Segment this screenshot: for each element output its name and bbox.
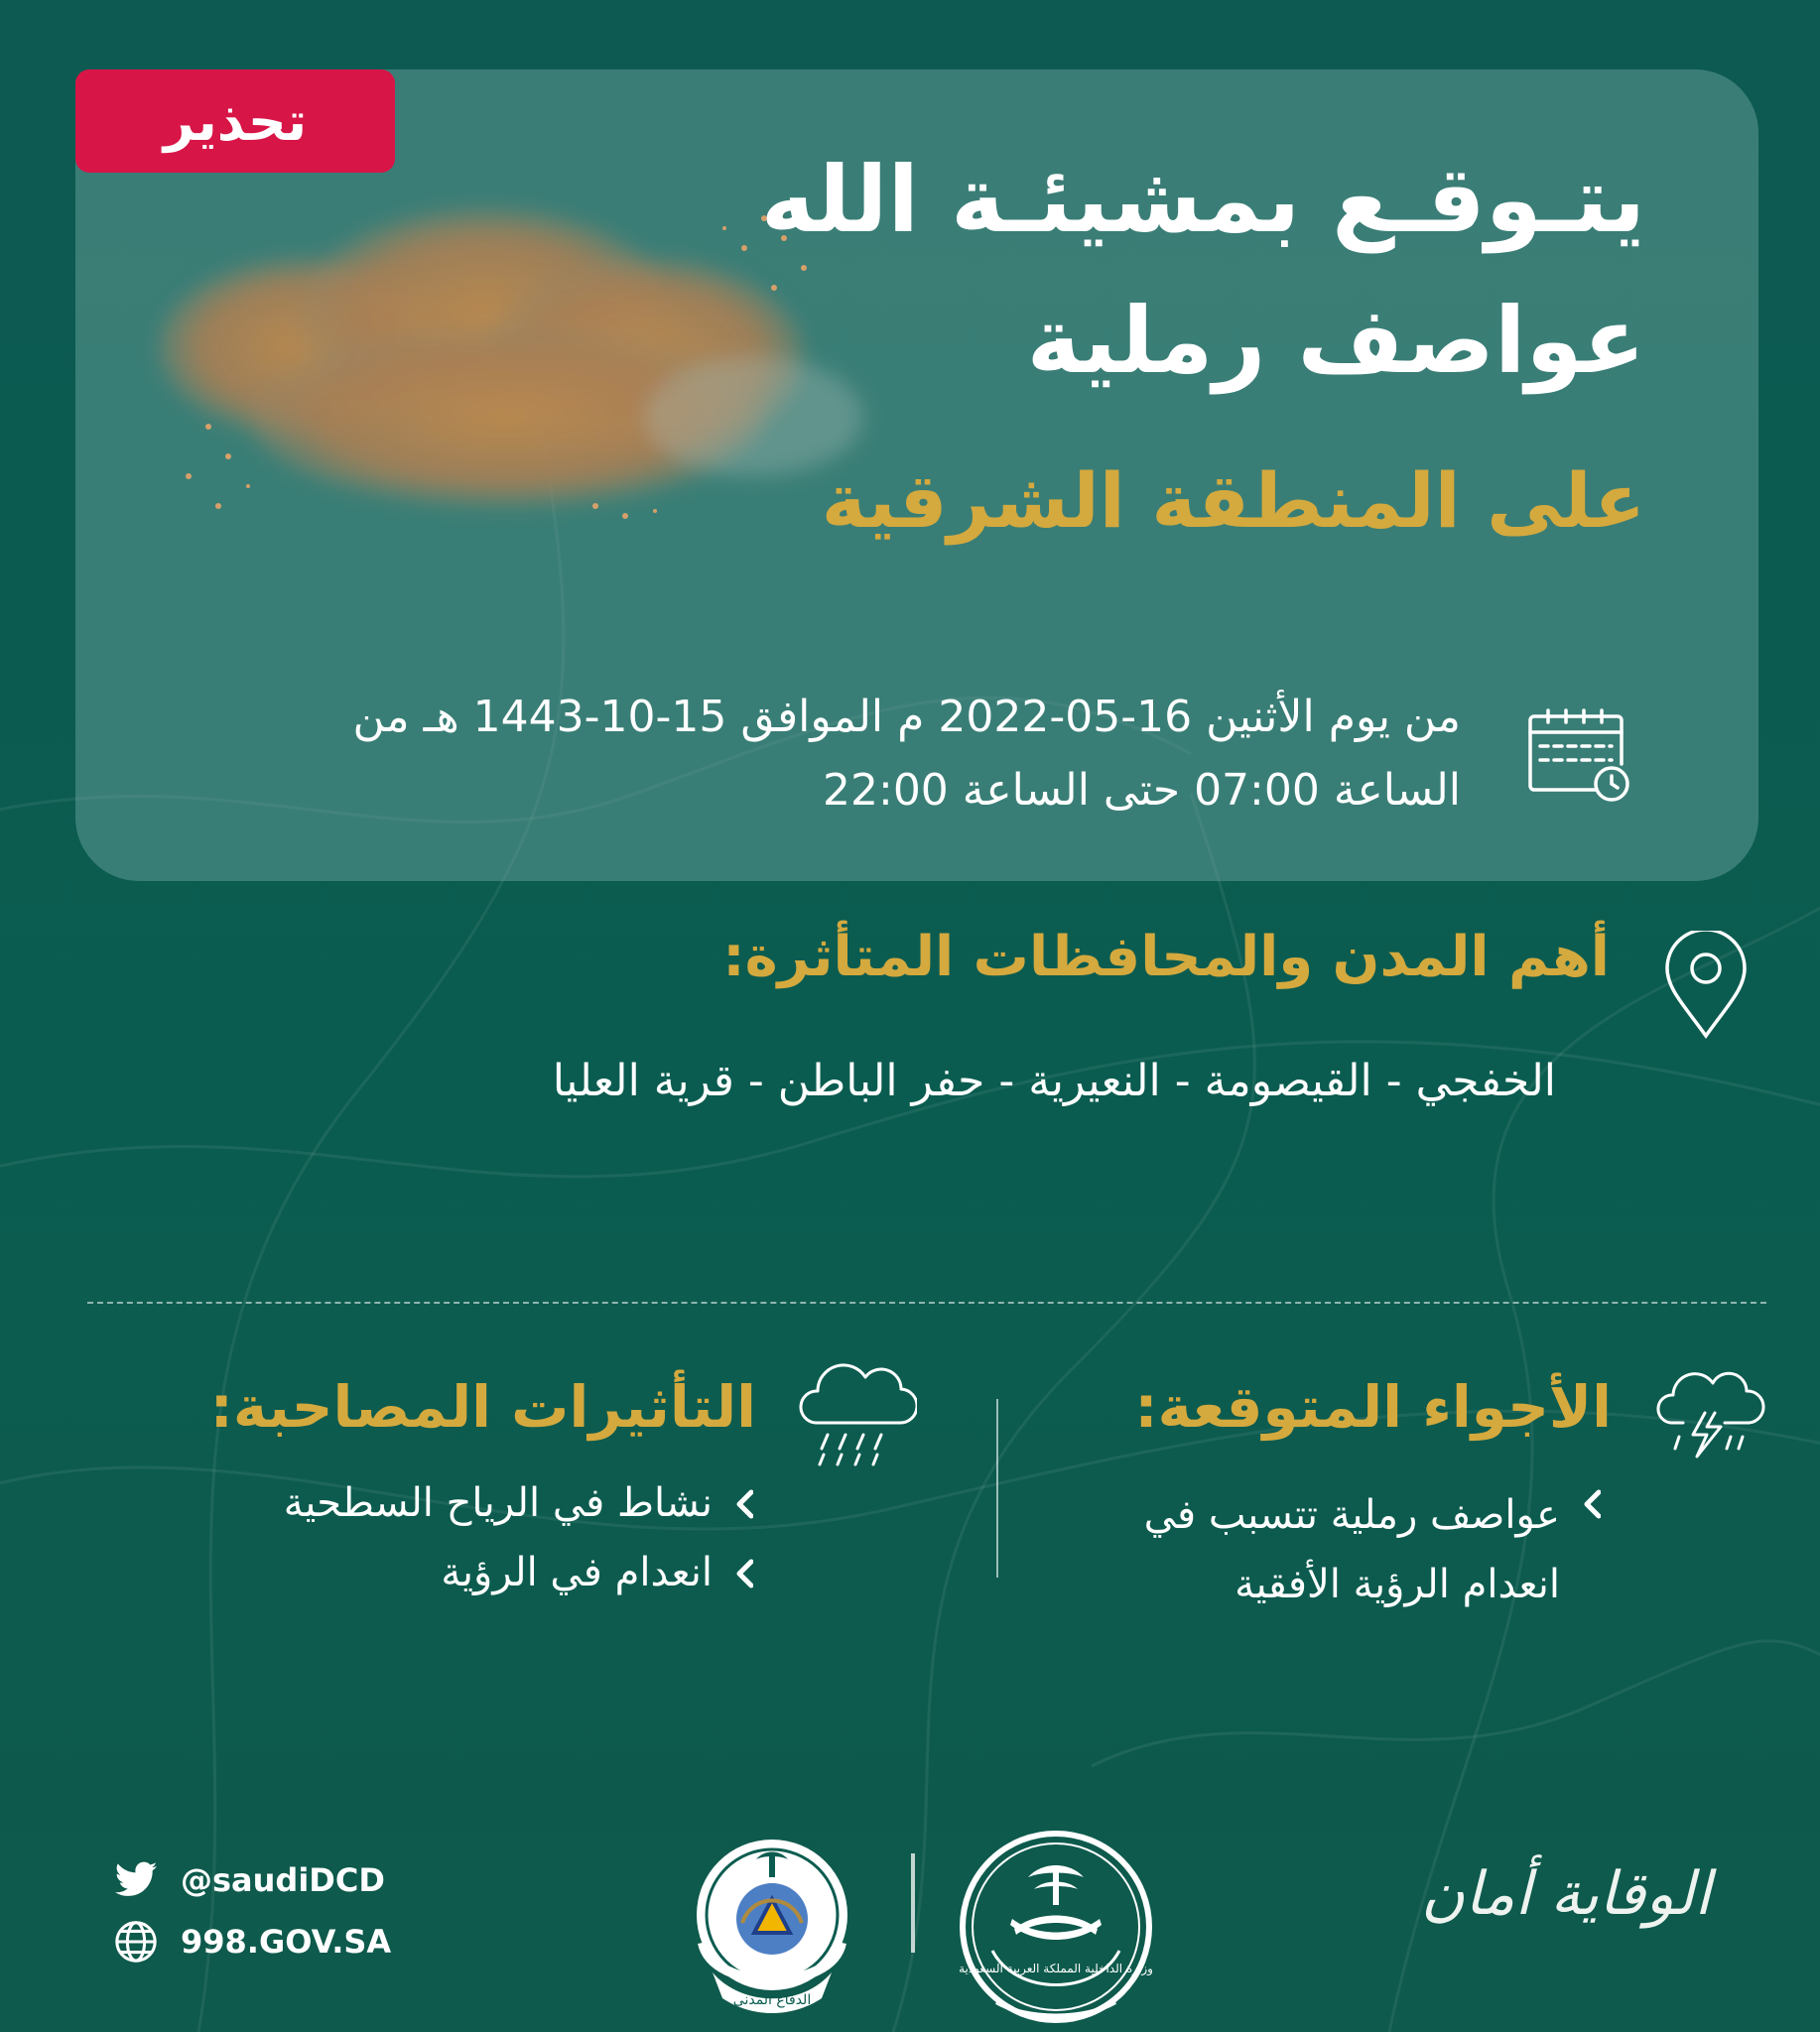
twitter-handle-text: @saudiDCD (181, 1861, 385, 1899)
effect-item-text: نشاط في الرياح السطحية (283, 1480, 713, 1526)
slogan-calligraphy: الوقاية أمان (1420, 1859, 1711, 1929)
warning-badge-label: تحذير (163, 89, 308, 153)
twitter-icon (113, 1857, 159, 1903)
headline-region: على المنطقة الشرقية (821, 456, 1645, 545)
website-link[interactable] (113, 1919, 391, 1965)
chevron-left-icon (732, 1550, 756, 1597)
thunderstorm-cloud-icon (1655, 1357, 1766, 1468)
ministry-of-interior-logo (957, 1828, 1155, 2026)
civil-defense-logo-text: الدفاع المدني (732, 1992, 812, 2008)
forecast-schedule (230, 681, 1461, 827)
column-divider (996, 1399, 998, 1578)
headline-line-1: يتـوقـع بمشيئـة الله (760, 147, 1645, 253)
section-divider (87, 1302, 1766, 1304)
chevron-left-icon (732, 1480, 756, 1528)
rain-cloud-icon (798, 1357, 917, 1472)
effect-item-text: انعدام في الرؤية (441, 1550, 713, 1595)
effect-item (441, 1550, 756, 1597)
affected-cities-title: أهم المدن والمحافظات المتأثرة: (722, 925, 1610, 989)
ministry-of-interior-logo-text: وزارة الداخلية المملكة العربية السعودية (959, 1962, 1153, 1975)
chevron-left-icon (1580, 1480, 1604, 1528)
headline-line-2: عواصف رملية (1026, 288, 1645, 394)
civil-defense-logo (673, 1824, 871, 2022)
schedule-line-1: من يوم الأثنين 16-05-2022 م الموافق 15-10-1443 هـ من (352, 692, 1461, 742)
twitter-handle[interactable] (113, 1857, 385, 1903)
calendar-clock-icon (1526, 706, 1633, 806)
schedule-line-2: الساعة 07:00 حتى الساعة 22:00 (823, 765, 1461, 816)
expected-weather-title: الأجواء المتوقعة: (1134, 1373, 1612, 1441)
warning-badge (75, 69, 395, 173)
website-text: 998.GOV.SA (181, 1923, 392, 1961)
expected-weather-text-line-2: انعدام الرؤية الأفقية (1235, 1562, 1560, 1607)
logo-divider (911, 1853, 915, 1953)
globe-icon (113, 1919, 159, 1965)
effect-item (284, 1480, 756, 1528)
accompanying-effects-title: التأثيرات المصاحبة: (209, 1373, 756, 1441)
expected-weather-item (1144, 1480, 1604, 1619)
expected-weather-text-line-1: عواصف رملية تتسبب في (1143, 1492, 1560, 1538)
location-pin-icon (1663, 931, 1749, 1040)
affected-cities-list: الخفجي - القيصومة - النعيرية - حفر الباطن - قرية العليا (552, 1056, 1556, 1106)
